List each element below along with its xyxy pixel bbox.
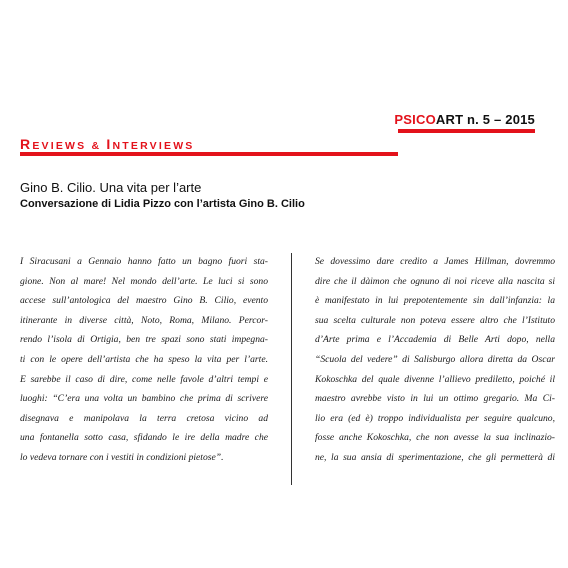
journal-name-psico: PSICO (394, 112, 436, 127)
section-title-reviews: EVIEWS (32, 140, 87, 152)
article-subtitle: Conversazione di Lidia Pizzo con l’artista Gino B. Cilio (20, 198, 305, 210)
right-column-line: dire che il dàimon che ognuno di noi riceve alla nascita si (315, 275, 555, 287)
right-column-line: maestro avrebbe visto in lui un ottimo gregario. Ma Ci- (315, 393, 555, 405)
left-column-line: lo vedeva tornare con i vestiti in condizioni pietose”. (20, 451, 224, 463)
left-column-line: luoghi: “C’era una volta un bambino che prima di scrivere (20, 393, 268, 405)
journal-underline-rule (398, 129, 535, 133)
left-text-column (20, 252, 268, 468)
section-title-ampersand: & (86, 140, 107, 152)
left-column-line: gione. Non al mare! Nel mondo dell’arte. Le luci si sono (20, 275, 268, 287)
left-column-line: rendo l’isola di Ortigia, ben tre spazi sono stati impegna- (20, 334, 268, 346)
right-column-line: sua scelta culturale non poteva essere altro che l’Istituto (315, 314, 555, 326)
section-title (20, 136, 195, 152)
left-column-line: disegnava e manipolava la terra cretosa vicino ad (20, 412, 268, 424)
left-column-line: ti con le opere dell’artista che ha speso la vita per l’arte. (20, 353, 268, 365)
right-column-line: fosse anche Kokoschka, che non avesse la sua inclinazio- (315, 432, 555, 444)
section-title-initial-r: R (20, 136, 33, 152)
right-column-line: è manifestato in lui prepotentemente sin dall’infanzia: la (315, 295, 555, 307)
left-column-line: E sarebbe il caso di dire, come nelle favole d’altri tempi e (20, 373, 268, 385)
left-column-line: itinerante in diverse città, Noto, Roma, Milano. Percor- (20, 314, 268, 326)
journal-name-issue: ART n. 5 – 2015 (435, 112, 535, 127)
right-column-line: Kokoschka del quale divenne l’allievo prediletto, poiché il (315, 373, 555, 385)
journal-issue-label (394, 112, 535, 127)
left-column-line: accese sull’antologica del maestro Gino B. Cilio, evento (20, 295, 268, 307)
right-text-column (315, 252, 555, 468)
right-column-line: “Scuola del vedere” di Salisburgo allora diretta da Oscar (315, 353, 555, 365)
section-title-initial-i: I (106, 136, 113, 152)
right-column-line: ne, la sua ansia di sperimentazione, che gli permetterà di (315, 451, 555, 463)
left-column-line: I Siracusani a Gennaio hanno fatto un bagno fuori sta- (20, 256, 268, 267)
right-column-line: lio era (ed è) troppo individualista per seguire qualcuno, (315, 412, 555, 424)
section-title-interviews: NTERVIEWS (112, 140, 195, 152)
article-title: Gino B. Cilio. Una vita per l’arte (20, 180, 202, 195)
right-column-line: d’Arte prima e l’Accademia di Belle Arti dopo, nella (315, 334, 555, 346)
section-underline-rule (20, 152, 398, 156)
left-column-line: una fontanella sotto casa, sfidando le ire della madre che (20, 432, 268, 444)
right-column-line: Se dovessimo dare credito a James Hillman, dovremmo (315, 256, 555, 267)
column-divider (291, 253, 292, 485)
